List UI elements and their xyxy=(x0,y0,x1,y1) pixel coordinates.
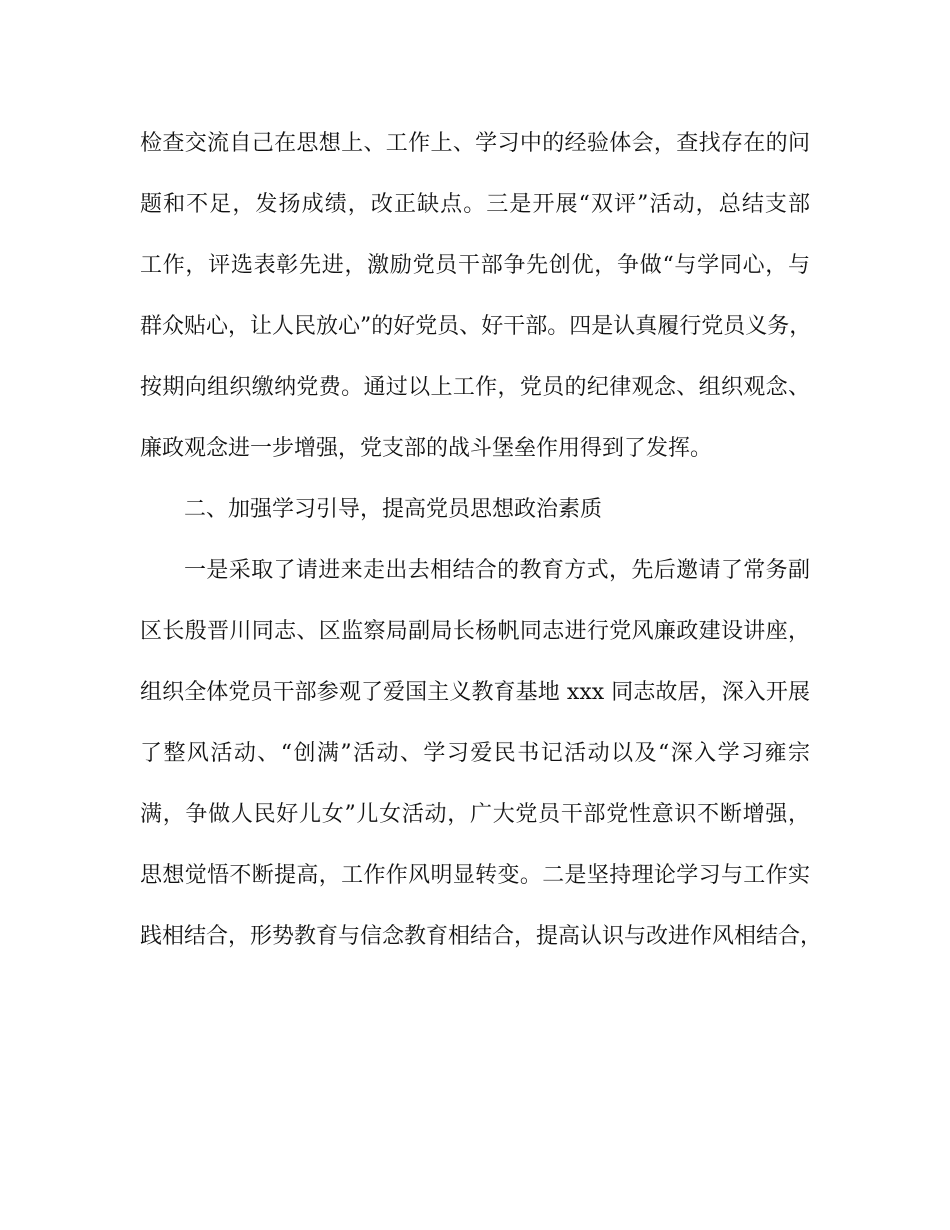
text-line: 廉政观念进一步增强，党支部的战斗堡垒作用得到了发挥。 xyxy=(140,436,713,461)
text-line: 工作，评选表彰先进，激励党员干部争先创优，争做“与学同心，与 xyxy=(140,253,810,278)
paragraph-1 xyxy=(140,119,810,485)
text-line: 题和不足，发扬成绩，改正缺点。三是开展“双评”活动，总结支部 xyxy=(140,192,810,217)
text-line: 按期向组织缴纳党费。通过以上工作，党员的纪律观念、组织观念、 xyxy=(140,375,810,400)
document-body xyxy=(140,119,823,973)
text-line: 满，争做人民好儿女”儿女活动，广大党员干部党性意识不断增强， xyxy=(140,802,810,827)
text-line: 检查交流自己在思想上、工作上、学习中的经验体会，查找存在的问 xyxy=(140,131,810,156)
text-line: 思想觉悟不断提高，工作作风明显转变。二是坚持理论学习与工作实 xyxy=(140,863,810,888)
text-line: 群众贴心，让人民放心”的好党员、好干部。四是认真履行党员义务， xyxy=(140,314,812,339)
text-line: 一是采取了请进来走出去相结合的教育方式，先后邀请了常务副 xyxy=(184,558,810,583)
paragraph-2 xyxy=(140,546,823,973)
text-line: 区长殷晋川同志、区监察局副局长杨帆同志进行党风廉政建设讲座， xyxy=(140,619,810,644)
text-line: 践相结合，形势教育与信念教育相结合，提高认识与改进作风相结合， xyxy=(140,924,823,949)
text-line: 了整风活动、“创满”活动、学习爱民书记活动以及“深入学习雍宗 xyxy=(140,741,810,766)
text-line: 组织全体党员干部参观了爱国主义教育基地 xxx 同志故居，深入开展 xyxy=(140,680,810,705)
section-heading: 二、加强学习引导，提高党员思想政治素质 xyxy=(184,497,603,522)
